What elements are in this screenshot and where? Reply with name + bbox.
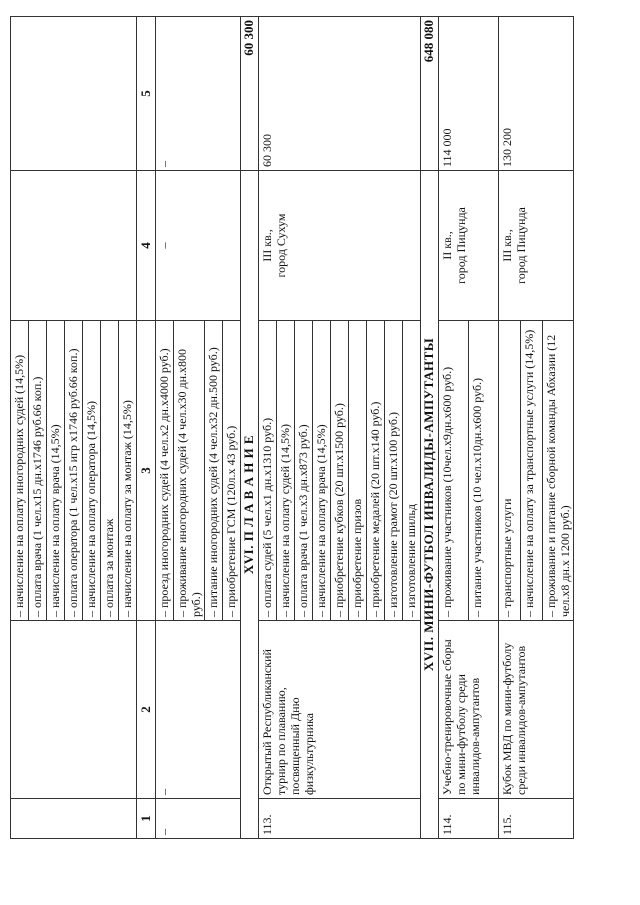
event-name: Учебно-тренировочные сборы по мини-футболу среди инвалидов-ампутантов bbox=[439, 621, 499, 799]
section-title: XVI. П Л А В А Н И Е bbox=[241, 171, 259, 839]
section-row bbox=[241, 17, 259, 839]
budget-table bbox=[10, 16, 574, 839]
event-name: Кубок МВД по мини-футболу среди инвалидов-ампутантов bbox=[499, 621, 574, 799]
event-name-cell bbox=[11, 621, 137, 799]
column-number-1: 1 bbox=[137, 799, 156, 839]
expense-item: – начисление на оплату за монтаж (14,5%) bbox=[119, 321, 137, 621]
expense-item: – начисление на оплату судей (14,5%) bbox=[277, 321, 295, 621]
amount-value: – bbox=[156, 17, 241, 171]
period-location: II кв., город Пицунда bbox=[439, 171, 499, 321]
row-number: 113. bbox=[259, 799, 421, 839]
expense-item: – приобретение кубков (20 шт.х1500 руб.) bbox=[331, 321, 349, 621]
expense-item: – начисление на оплату врача (14,5%) bbox=[313, 321, 331, 621]
expense-item: – оплата врача (1 чел.х3 дн.х873 руб.) bbox=[295, 321, 313, 621]
expense-item: – питание иногородних судей (4 чел.х32 дн.500 руб.) bbox=[205, 321, 223, 621]
period-location: III кв., город Пицунда bbox=[499, 171, 574, 321]
amount-value: 130 200 bbox=[499, 17, 574, 171]
period-location: III кв., город Сухум bbox=[259, 171, 421, 321]
event-name: Открытый Республиканский турнир по плаванию, посвященный Дню физкультурника bbox=[259, 621, 421, 799]
amount-value: 60 300 bbox=[259, 17, 421, 171]
expense-item: – проживание и питание сборной команды Абхазии (12 чел.х8 дн.х 1200 руб.) bbox=[543, 321, 574, 621]
expense-item: – проезд иногородних судей (4 чел.х2 дн.х4000 руб.) bbox=[156, 321, 174, 621]
number-cell bbox=[11, 799, 137, 839]
table-row bbox=[499, 17, 521, 839]
section-total: 648 080 bbox=[421, 17, 439, 171]
expense-item: – оплата за монтаж bbox=[101, 321, 119, 621]
row-number: – bbox=[156, 799, 241, 839]
expense-item: – начисление на оплату за транспортные услуги (14,5%) bbox=[521, 321, 543, 621]
amount-cell bbox=[11, 17, 137, 171]
table-row bbox=[156, 17, 174, 839]
expense-item: – транспортные услуги bbox=[499, 321, 521, 621]
header-row bbox=[137, 17, 156, 839]
expense-item: – начисление на оплату врача (14,5%) bbox=[47, 321, 65, 621]
expense-item: – изготовление грамот (20 шт.х100 руб.) bbox=[385, 321, 403, 621]
row-number: 115. bbox=[499, 799, 574, 839]
expense-item: – питание участников (10 чел.х10дн.х600 руб.) bbox=[469, 321, 499, 621]
column-number-3: 3 bbox=[137, 321, 156, 621]
expense-item: – проживание иногородних судей (4 чел.х30 дн.х800 руб.) bbox=[174, 321, 205, 621]
column-number-2: 2 bbox=[137, 621, 156, 799]
expense-item: – оплата врача (1 чел.х15 дн.х1746 руб.66 коп.) bbox=[29, 321, 47, 621]
expense-item: – приобретение медалей (20 шт.х140 руб.) bbox=[367, 321, 385, 621]
section-title: XVII. МИНИ-ФУТБОЛ ИНВАЛИДЫ-АМПУТАНТЫ bbox=[421, 171, 439, 839]
section-row bbox=[421, 17, 439, 839]
expense-item: – приобретение призов bbox=[349, 321, 367, 621]
expense-item: – оплата оператора (1 чел.х15 игр х1746 руб.66 коп.) bbox=[65, 321, 83, 621]
period-cell bbox=[11, 171, 137, 321]
row-number: 114. bbox=[439, 799, 499, 839]
table-row bbox=[439, 17, 469, 839]
amount-value: 114 000 bbox=[439, 17, 499, 171]
expense-item: – приобретение ГСМ (120л.х 43 руб.) bbox=[223, 321, 241, 621]
expense-item: – проживание участников (10чел.х9дн.х600 руб.) bbox=[439, 321, 469, 621]
period-location: – bbox=[156, 171, 241, 321]
table-row bbox=[11, 17, 29, 839]
event-name: – bbox=[156, 621, 241, 799]
section-total: 60 300 bbox=[241, 17, 259, 171]
column-number-5: 5 bbox=[137, 17, 156, 171]
expense-item: – начисление на оплату иногородних судей (14,5%) bbox=[11, 321, 29, 621]
table-row bbox=[259, 17, 277, 839]
expense-item: – изготовление шильд bbox=[403, 321, 421, 621]
expense-item: – оплата судей (5 чел.х1 дн.х1310 руб.) bbox=[259, 321, 277, 621]
column-number-4: 4 bbox=[137, 171, 156, 321]
expense-item: – начисление на оплату оператора (14,5%) bbox=[83, 321, 101, 621]
